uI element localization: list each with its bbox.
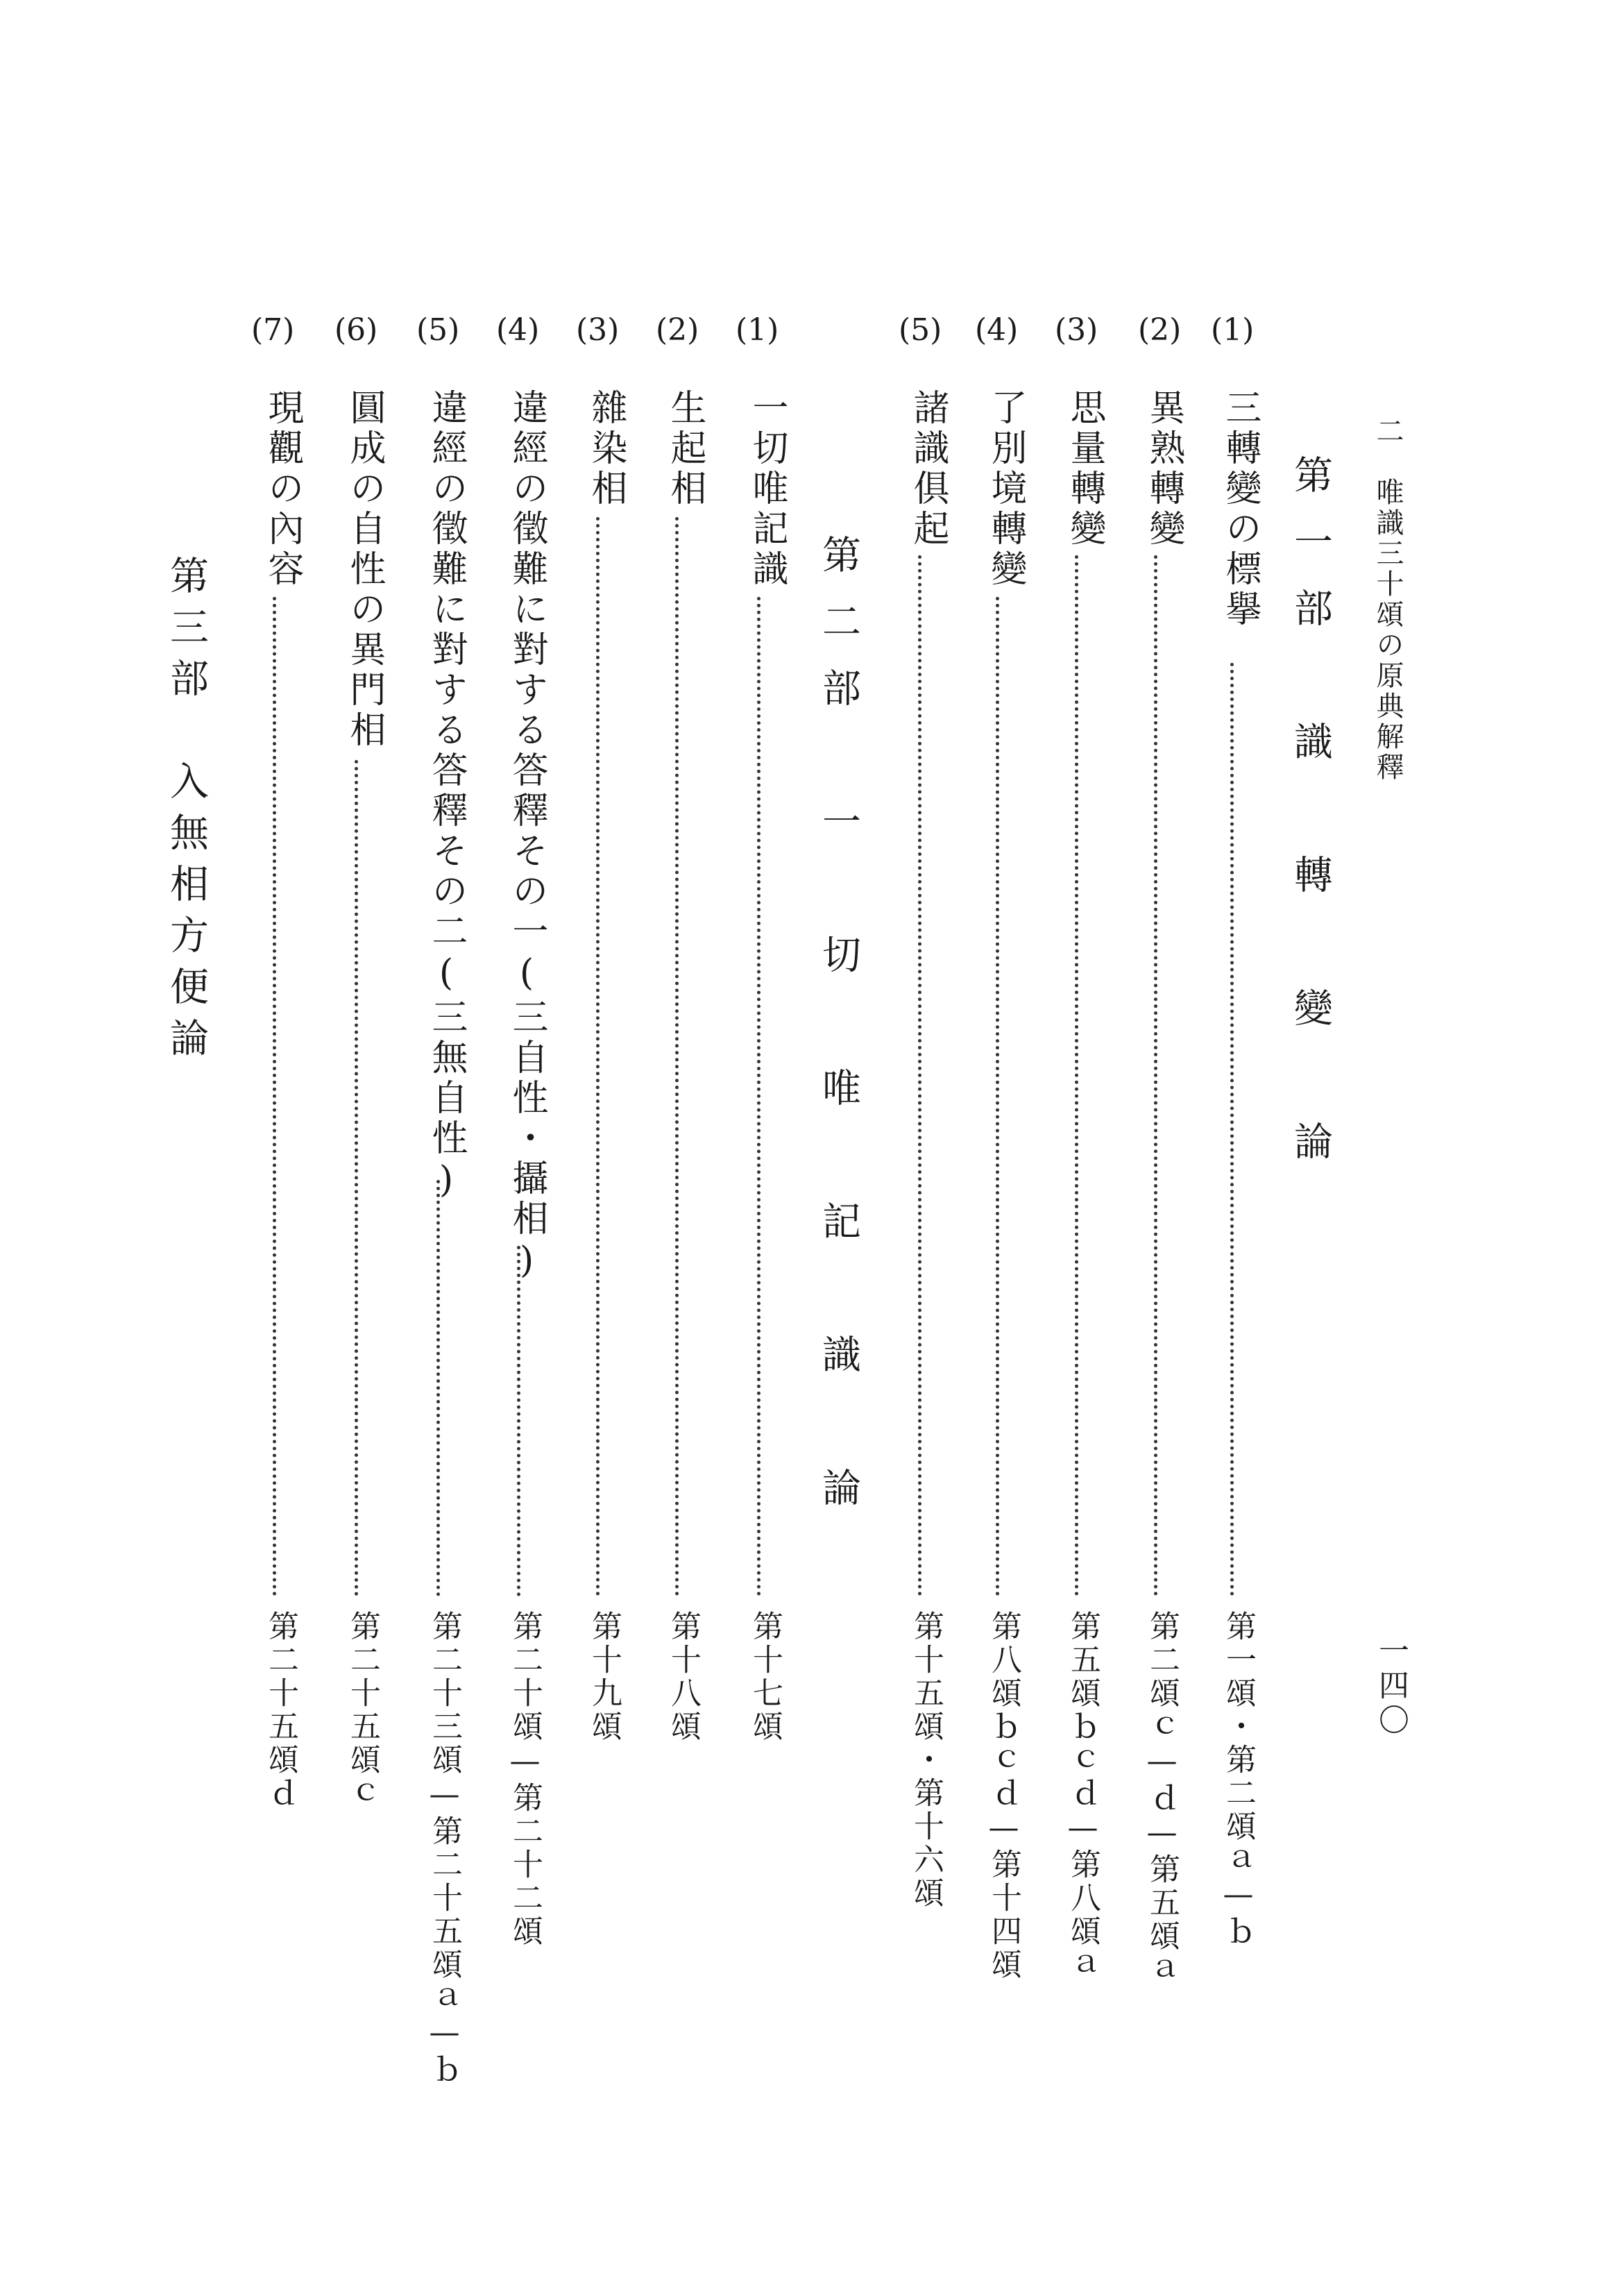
entry-verse-ref: 第十七頌 [747, 1610, 783, 1744]
entry-title: 了別境轉變 [985, 389, 1026, 590]
entry-verse-ref: 第八頌ｂｃｄ—第十四頌 [986, 1610, 1021, 1982]
part-3-heading: 第三部 入無相方便論 [164, 555, 209, 1069]
leader-dots [918, 555, 921, 1596]
entry-number: (2) [656, 312, 699, 348]
entry-title: 違經の徵難に對する答釋その一(三自性・攝相) [506, 389, 547, 1285]
entry-verse-ref: 第十八頌 [665, 1610, 701, 1744]
entry-title: 思量轉變 [1064, 389, 1105, 550]
entry-title: 圓成の自性の異門相 [343, 389, 385, 751]
entry-verse-ref: 第二十頌—第二十二頌 [507, 1610, 543, 1948]
entry-number: (5) [416, 312, 460, 348]
entry-number: (4) [496, 312, 540, 348]
entry-title: 現觀の內容 [262, 389, 303, 590]
entry-verse-ref: 第十五頌・第十六頌 [908, 1610, 944, 1910]
entry-title: 一切唯記識 [746, 389, 788, 590]
entry-verse-ref: 第十九頌 [586, 1610, 622, 1744]
entry-number: (2) [1138, 312, 1182, 348]
entry-title: 三轉變の標擧 [1219, 389, 1261, 630]
entry-number: (4) [975, 312, 1019, 348]
part-2-heading: 第二部 一 切 唯 記 識 論 [816, 534, 861, 1534]
entry-number: (1) [1211, 312, 1255, 348]
entry-title: 違經の徵難に對する答釋その二(三無自性) [425, 389, 467, 1205]
leader-dots [996, 597, 999, 1596]
part-1-heading: 第一部 識 轉 變 論 [1288, 455, 1333, 1188]
entry-number: (3) [576, 312, 620, 348]
entry-title: 生起相 [664, 389, 706, 509]
entry-verse-ref: 第一頌・第二頌ａ—ｂ [1221, 1610, 1256, 1948]
entry-title: 諸識俱起 [907, 389, 949, 550]
leader-dots [517, 1246, 520, 1596]
page-number: 一四〇 [1373, 1635, 1409, 1739]
leader-dots [1230, 663, 1234, 1596]
entry-verse-ref: 第二十五頌ｄ [263, 1610, 298, 1810]
leader-dots [757, 597, 760, 1596]
entry-title: 雜染相 [585, 389, 627, 509]
entry-verse-ref: 第二頌ｃ—ｄ—第五頌ａ [1144, 1610, 1180, 1986]
entry-number: (3) [1055, 312, 1098, 348]
leader-dots [1075, 555, 1078, 1596]
leader-dots [436, 1180, 440, 1596]
leader-dots [596, 517, 600, 1596]
entry-verse-ref: 第二十五頌ｃ [345, 1610, 380, 1810]
entry-verse-ref: 第五頌ｂｃｄ—第八頌ａ [1065, 1610, 1101, 1982]
running-header-title: 二 唯識三十頌の原典解釋 [1372, 416, 1404, 783]
leader-dots [1154, 555, 1157, 1596]
entry-number: (7) [251, 312, 295, 348]
leader-dots [273, 597, 276, 1596]
leader-dots [355, 760, 358, 1596]
entry-number: (6) [334, 312, 378, 348]
entry-verse-ref: 第二十三頌—第二十五頌ａ—ｂ [427, 1610, 462, 2086]
entry-number: (5) [899, 312, 942, 348]
entry-title: 異熟轉變 [1143, 389, 1184, 550]
entry-number: (1) [736, 312, 779, 348]
leader-dots [675, 517, 679, 1596]
